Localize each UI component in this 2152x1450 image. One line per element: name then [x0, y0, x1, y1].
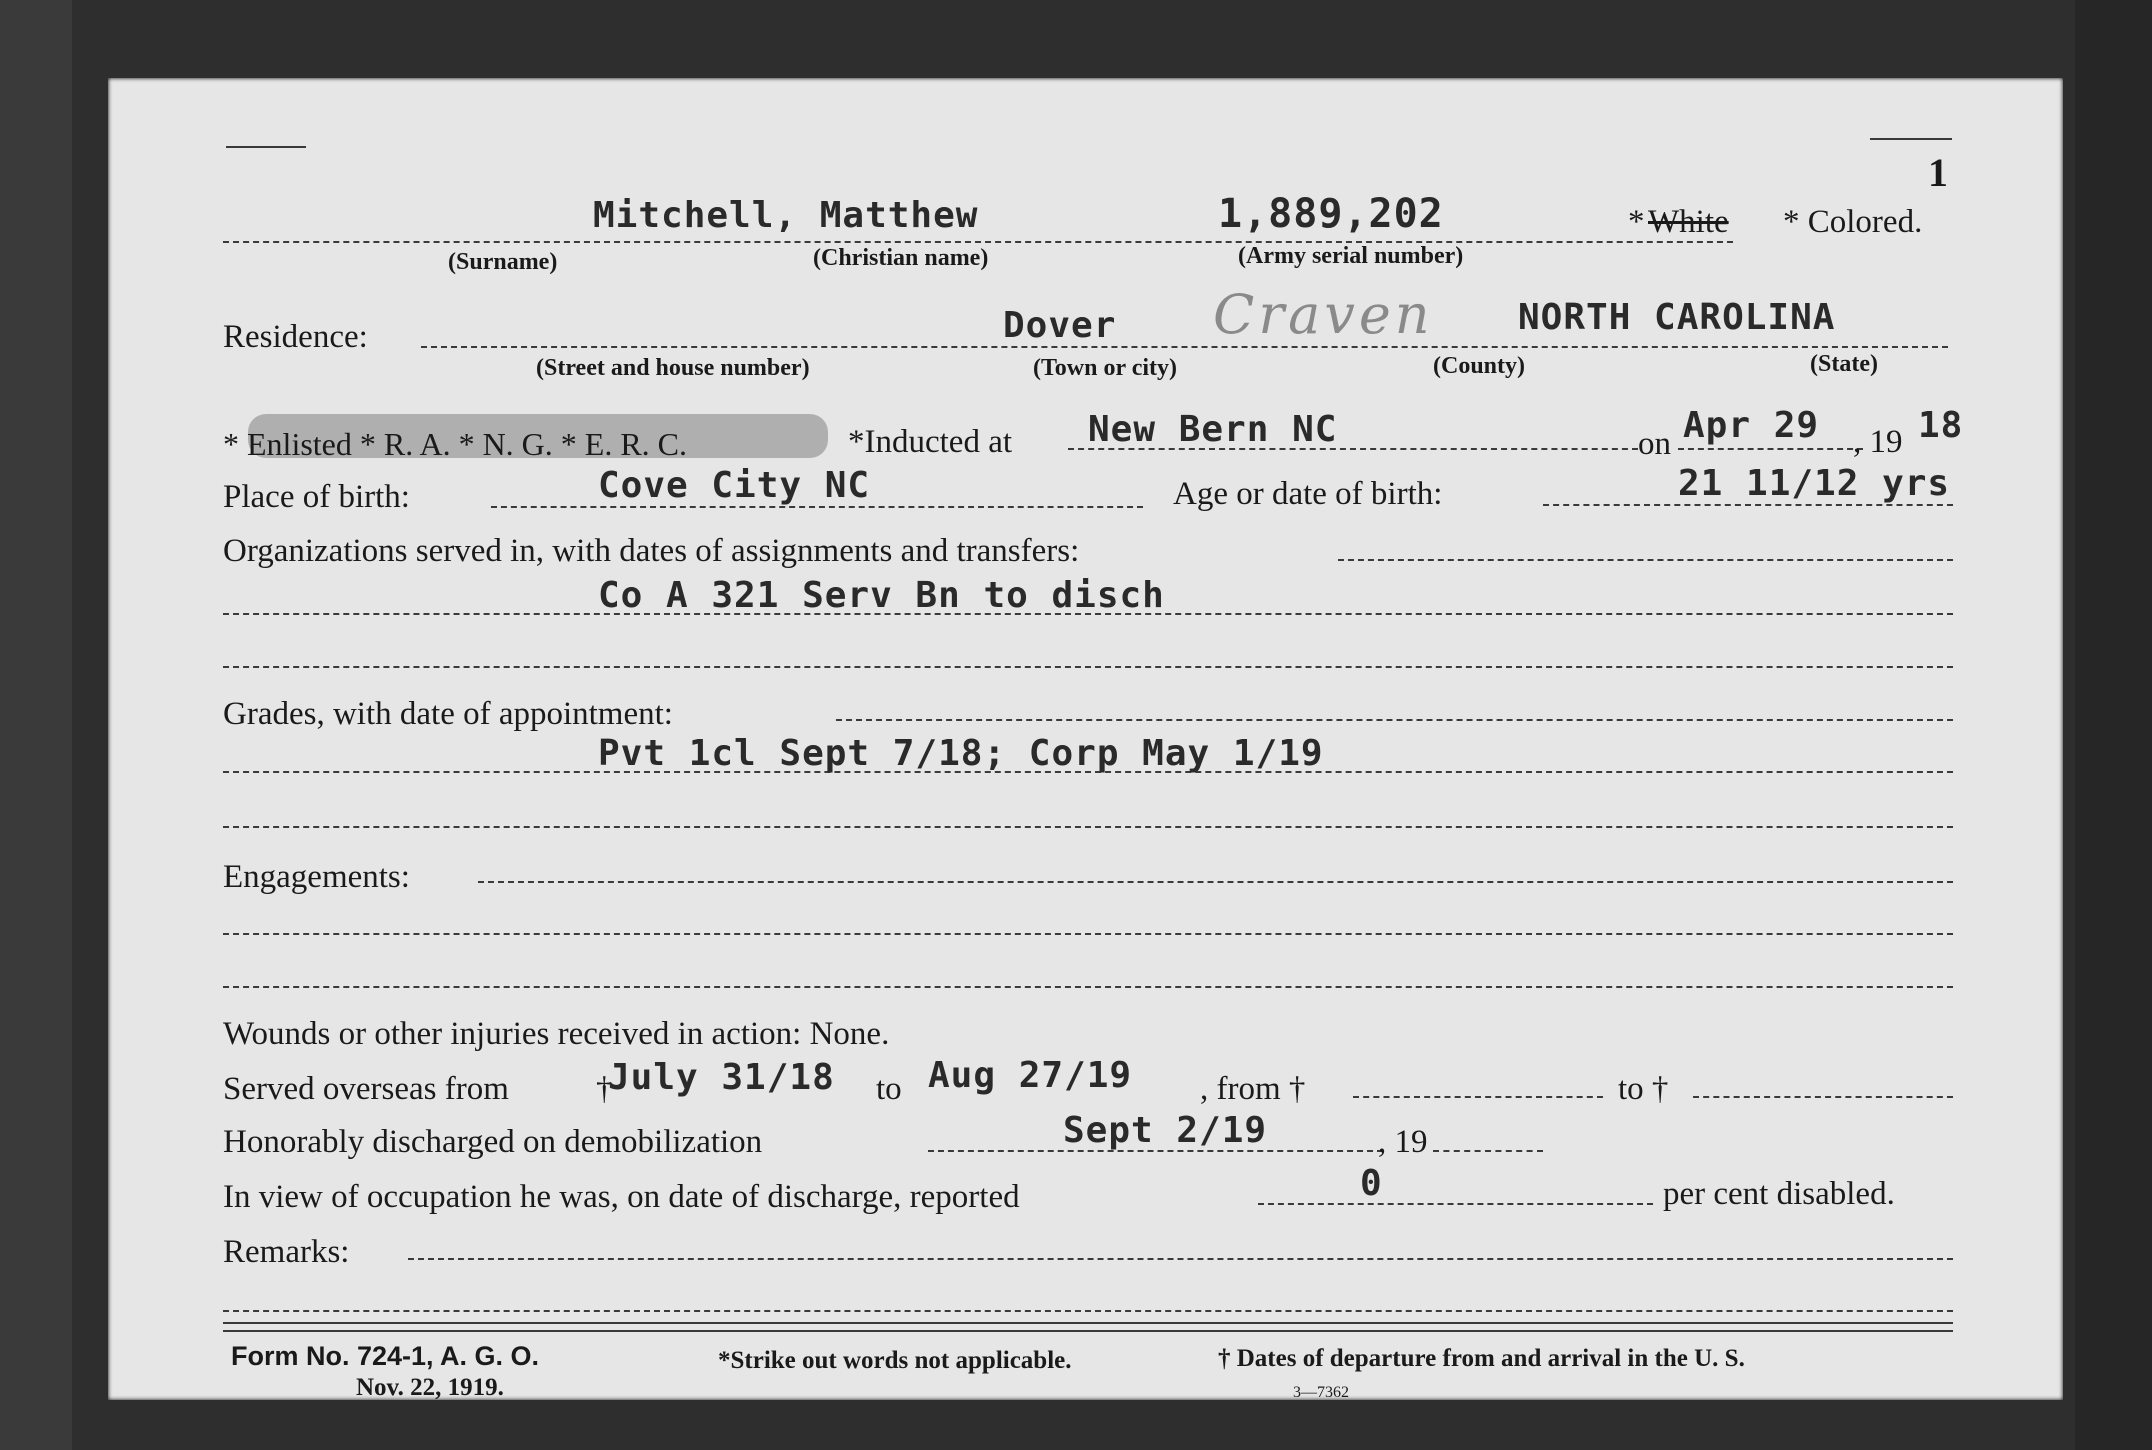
- age-value: 21 11/12 yrs: [1678, 463, 1951, 504]
- discharge-date: Sept 2/19: [1063, 1110, 1268, 1151]
- header-line: [223, 241, 1733, 243]
- caption-county: (County): [1433, 353, 1526, 379]
- caption-street: (Street and house number): [536, 355, 810, 381]
- remarks-label: Remarks:: [223, 1234, 350, 1270]
- strike-note: *Strike out words not applicable.: [718, 1347, 1072, 1374]
- dagger-note: † Dates of departure from and arrival in the U. S.: [1218, 1345, 1745, 1372]
- scanner-frame-left: [0, 0, 72, 1450]
- grades-value: Pvt 1cl Sept 7/18; Corp May 1/19: [598, 733, 1324, 774]
- engagements-label: Engagements:: [223, 859, 410, 895]
- overseas-dagger: †: [596, 1071, 613, 1107]
- engagements-line-1: [478, 881, 1953, 883]
- discharge-year-label: , 19: [1378, 1124, 1428, 1160]
- form-date: Nov. 22, 1919.: [356, 1374, 504, 1401]
- serial-number: 1,889,202: [1218, 191, 1444, 237]
- overseas-to-label: to: [876, 1071, 902, 1107]
- engagements-line-2: [223, 933, 1953, 935]
- residence-county-handwritten: Craven: [1213, 283, 1434, 346]
- race-white-struck: White: [1648, 204, 1729, 240]
- caption-christian-name: (Christian name): [813, 245, 989, 271]
- enlistment-options: * Enlisted * R. A. * N. G. * E. R. C.: [223, 426, 688, 462]
- year-prefix: , 19: [1853, 424, 1903, 460]
- card-number: 1: [1928, 150, 1948, 195]
- bottom-rule-1: [223, 1322, 1953, 1324]
- organizations-line-1: [1338, 559, 1953, 561]
- print-code: 3—7362: [1293, 1384, 1349, 1401]
- surname-name: Mitchell, Matthew: [593, 195, 979, 236]
- disability-value: 0: [1360, 1163, 1383, 1204]
- caption-surname: (Surname): [448, 249, 558, 275]
- on-label: on: [1638, 426, 1671, 462]
- caption-state: (State): [1810, 351, 1878, 377]
- birth-place: Cove City NC: [598, 465, 871, 506]
- bottom-rule-2: [223, 1330, 1953, 1332]
- overseas-from2-line: [1353, 1096, 1603, 1098]
- induction-date-line: [1678, 448, 1863, 450]
- birth-place-line: [491, 506, 1143, 508]
- disability-line: [1258, 1203, 1653, 1205]
- overseas-label: Served overseas from: [223, 1071, 509, 1107]
- disability-suffix: per cent disabled.: [1663, 1176, 1895, 1212]
- caption-town: (Town or city): [1033, 355, 1177, 381]
- overseas-from2-label: , from †: [1200, 1071, 1306, 1107]
- top-right-rule: [1870, 138, 1952, 140]
- caption-army-serial: (Army serial number): [1238, 243, 1464, 269]
- year-suffix: 18: [1918, 405, 1964, 446]
- inducted-label: *Inducted at: [848, 424, 1013, 460]
- engagements-line-3: [223, 986, 1953, 988]
- overseas-to-date: Aug 27/19: [928, 1055, 1133, 1096]
- top-left-rule: [226, 146, 306, 148]
- race-colored: * Colored.: [1783, 204, 1923, 240]
- overseas-to2-line: [1693, 1096, 1953, 1098]
- remarks-line-2: [223, 1310, 1953, 1312]
- discharge-label: Honorably discharged on demobilization: [223, 1124, 763, 1160]
- service-record-card: [108, 78, 2063, 1400]
- residence-label: Residence:: [223, 319, 368, 355]
- birth-place-label: Place of birth:: [223, 479, 410, 515]
- overseas-to2-label: to †: [1618, 1071, 1669, 1107]
- age-line: [1543, 504, 1953, 506]
- race-prefix: *: [1628, 204, 1645, 240]
- organizations-label: Organizations served in, with dates of assignments and transfers:: [223, 533, 1080, 569]
- remarks-line-1: [408, 1258, 1953, 1260]
- discharge-year-line: [1433, 1150, 1543, 1152]
- induction-date: Apr 29: [1683, 405, 1820, 446]
- age-label: Age or date of birth:: [1173, 476, 1443, 512]
- grades-label: Grades, with date of appointment:: [223, 696, 673, 732]
- grades-line-3: [223, 826, 1953, 828]
- residence-line: [421, 346, 1948, 348]
- organizations-line-3: [223, 666, 1953, 668]
- form-number: Form No. 724-1, A. G. O.: [231, 1341, 540, 1371]
- organizations-value: Co A 321 Serv Bn to disch: [598, 575, 1165, 616]
- residence-town: Dover: [1003, 305, 1117, 346]
- wounds-label: Wounds or other injuries received in action: None.: [223, 1016, 890, 1052]
- grades-line-1: [836, 719, 1953, 721]
- residence-state: NORTH CAROLINA: [1518, 297, 1836, 338]
- inducted-place: New Bern NC: [1088, 409, 1338, 450]
- disability-label: In view of occupation he was, on date of discharge, reported: [223, 1179, 1020, 1215]
- overseas-from-date: July 31/18: [608, 1057, 835, 1098]
- scanner-frame-right: [2075, 0, 2152, 1450]
